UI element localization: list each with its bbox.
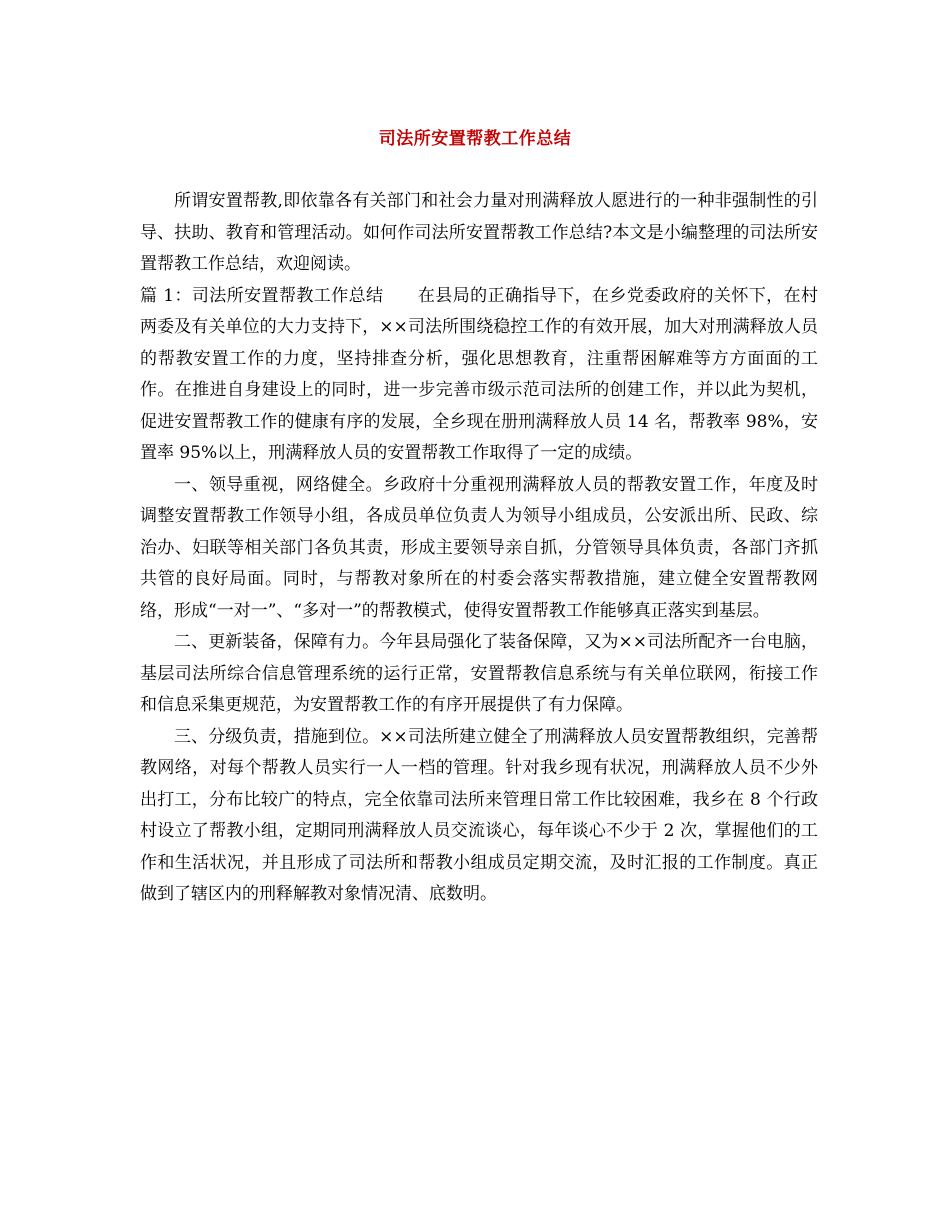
document-body — [140, 186, 818, 911]
paragraph-equipment: 二、更新装备，保障有力。今年县局强化了装备保障，又为××司法所配齐一台电脑，基层司法所综合信息管理系统的运行正常，安置帮教信息系统与有关单位联网，衔接工作和信息采集更规范，为安置帮教工作的有序开展提供了有力保障。 — [140, 632, 818, 715]
paragraph-responsibility: 三、分级负责，措施到位。××司法所建立健全了刑满释放人员安置帮教组织，完善帮教网络，对每个帮教人员实行一人一档的管理。针对我乡现有状况，刑满释放人员不少外出打工，分布比较广的特点，完全依靠司法所来管理日常工作比较困难，我乡在 8 个行政村设立了帮教小组，定期同刑满释放人员交流谈心，每年谈心不少于 2 次，掌握他们的工作和生活状况，并且形成了司法所和帮教小组成员定期交流，及时汇报的工作制度。真正做到了辖区内的刑释解教对象情况清、底数明。 — [140, 726, 818, 904]
section-paragraph — [140, 281, 818, 470]
document-title: 司法所安置帮教工作总结 — [378, 129, 572, 149]
section-body: 在县局的正确指导下，在乡党委政府的关怀下，在村两委及有关单位的大力支持下，××司法所围绕稳控工作的有效开展，加大对刑满释放人员的帮教安置工作的力度，坚持排查分析，强化思想教育，注重帮困解难等方方面面的工作。在推进自身建设上的同时，进一步完善市级示范司法所的创建工作，并以此为契机，促进安置帮教工作的健康有序的发展，全乡现在册刑满释放人员 14 名，帮教率 98%，安置率 95%以上，刑满释放人员的安置帮教工作取得了一定的成绩。 — [140, 285, 818, 463]
intro-paragraph: 所谓安置帮教,即依靠各有关部门和社会力量对刑满释放人愿进行的一种非强制性的引导、扶助、教育和管理活动。如何作司法所安置帮教工作总结?本文是小编整理的司法所安置帮教工作总结，欢迎阅读。 — [140, 191, 818, 274]
paragraph-leadership: 一、领导重视，网络健全。乡政府十分重视刑满释放人员的帮教安置工作，年度及时调整安置帮教工作领导小组，各成员单位负责人为领导小组成员，公安派出所、民政、综治办、妇联等相关部门各负其责，形成主要领导亲自抓，分管领导具体负责，各部门齐抓共管的良好局面。同时，与帮教对象所在的村委会落实帮教措施，建立健全安置帮教网络，形成“一对一”、“多对一”的帮教模式，使得安置帮教工作能够真正落实到基层。 — [140, 474, 818, 621]
section-heading: 篇 1：司法所安置帮教工作总结 — [140, 285, 384, 306]
